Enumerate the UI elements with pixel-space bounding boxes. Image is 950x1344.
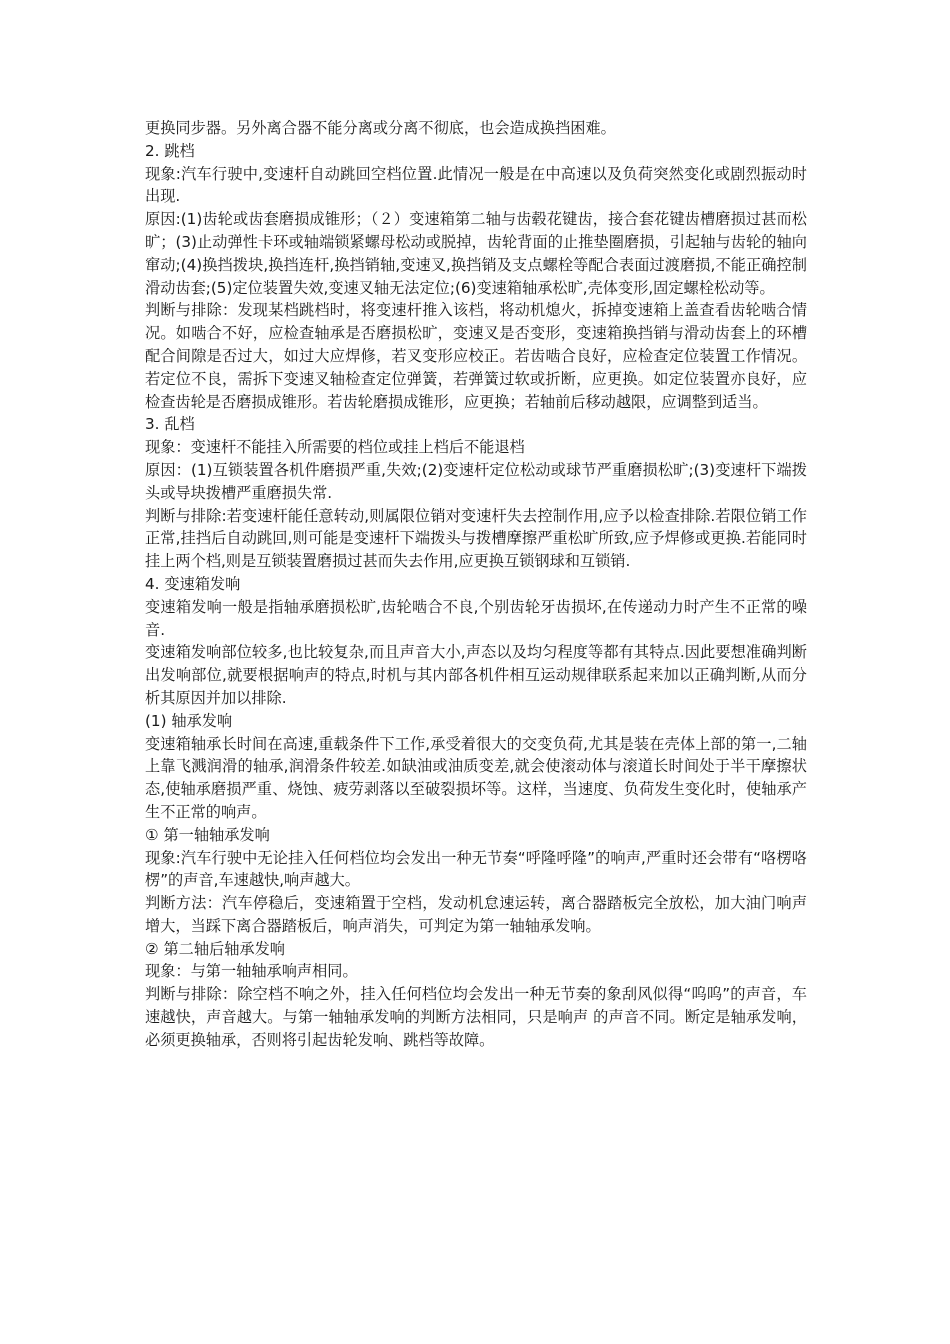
paragraph-first-shaft-method: 判断方法：汽车停稳后，变速箱置于空档，发动机怠速运转，离合器踏板完全放松，加大油门响声增大，当踩下离合器踏板后，响声消失，可判定为第一轴轴承发响。: [145, 894, 807, 935]
paragraph-random-diagnosis: 判断与排除:若变速杆能任意转动,则属限位销对变速杆失去控制作用,应予以检查排除.若限位销工作正常,挂挡后自动跳回,则可能是变速杆下端拨头与拨槽摩擦严重松旷所致,应予焊修或更换.若能同时挂上两个档,则是互锁装置磨损过甚而失去作用,应更换互锁钢球和互锁销.: [145, 506, 807, 571]
heading-jump-gear: 2. 跳档: [145, 141, 195, 160]
heading-second-shaft-bearing: ② 第二轴后轴承发响: [145, 939, 285, 958]
document-page: [145, 117, 807, 1052]
paragraph-second-shaft-symptom: 现象：与第一轴轴承响声相同。: [145, 962, 358, 981]
paragraph-second-shaft-diagnosis: 判断与排除：除空档不响之外，挂入任何档位均会发出一种无节奏的象刮风似得“呜呜”的声音，车速越快，声音越大。与第一轴轴承发响的判断方法相同，只是响声 的声音不同。断定是轴承发响，必须更换轴承，否则将引起齿轮发响、跳档等故障。: [145, 985, 807, 1049]
paragraph-noise-definition: 变速箱发响一般是指轴承磨损松旷,齿轮啮合不良,个别齿轮牙齿损坏,在传递动力时产生不正常的噪音.: [145, 597, 807, 639]
heading-bearing-noise: (1) 轴承发响: [145, 711, 233, 730]
paragraph-random-symptom: 现象：变速杆不能挂入所需要的档位或挂上档后不能退档: [145, 438, 525, 457]
paragraph-noise-overview: 变速箱发响部位较多,也比较复杂,而且声音大小,声态以及均匀程度等都有其特点.因此要想准确判断出发响部位,就要根据响声的特点,时机与其内部各机件相互运动规律联系起来加以正确判断,从而分析其原因并加以排除.: [145, 643, 807, 707]
paragraph-random-cause: 原因：(1)互锁装置各机件磨损严重,失效;(2)变速杆定位松动或球节严重磨损松旷;(3)变速杆下端拨头或导块拨槽严重磨损失常.: [145, 460, 807, 502]
paragraph-first-shaft-symptom: 现象:汽车行驶中无论挂入任何档位均会发出一种无节奏“呼隆呼隆”的响声,严重时还会带有“咯楞咯楞”的声音,车速越快,响声越大。: [145, 848, 807, 890]
paragraph-continuation: 更换同步器。另外离合器不能分离或分离不彻底，也会造成换挡困难。: [145, 119, 616, 137]
paragraph-jump-cause: 原因:(1)齿轮或齿套磨损成锥形；（２）变速箱第二轴与齿毂花键齿，接合套花键齿槽磨损过甚而松旷；(3)止动弹性卡环或轴端锁紧螺母松动或脱掉，齿轮背面的止推垫圈磨损，引起轴与齿轮的轴向窜动;(4)换挡拨块,换挡连杆,换挡销轴,变速叉,换挡销及支点螺栓等配合表面过渡磨损,不能正确控制滑动齿套;(5)定位装置失效,变速叉轴无法定位;(6)变速箱轴承松旷,壳体变形,固定螺栓松动等。: [145, 210, 807, 297]
heading-gearbox-noise: 4. 变速箱发响: [145, 574, 241, 593]
heading-random-gear: 3. 乱档: [145, 415, 195, 434]
paragraph-bearing-noise: 变速箱轴承长时间在高速,重载条件下工作,承受着很大的交变负荷,尤其是装在壳体上部的第一,二轴上靠飞溅润滑的轴承,润滑条件较差.如缺油或油质变差,就会使滚动体与滚道长时间处于半干摩擦状态,使轴承磨损严重、烧蚀、疲劳剥落以至破裂损坏等。这样，当速度、负荷发生变化时，使轴承产生不正常的响声。: [145, 734, 807, 821]
heading-first-shaft-bearing: ① 第一轴轴承发响: [145, 825, 270, 844]
paragraph-jump-symptom: 现象:汽车行驶中,变速杆自动跳回空档位置.此情况一般是在中高速以及负荷突然变化或剧烈振动时出现.: [145, 164, 807, 206]
paragraph-jump-diagnosis: 判断与排除：发现某档跳档时，将变速杆推入该档，将动机熄火，拆掉变速箱上盖查看齿轮啮合情况。如啮合不好，应检查轴承是否磨损松旷，变速叉是否变形，变速箱换挡销与滑动齿套上的环槽配合间隙是否过大，如过大应焊修，若叉变形应校正。若齿啮合良好，应检查定位装置工作情况。若定位不良，需拆下变速叉轴检查定位弹簧，若弹簧过软或折断，应更换。如定位装置亦良好，应检查齿轮是否磨损成锥形。若齿轮磨损成锥形，应更换；若轴前后移动越限，应调整到适当。: [145, 301, 807, 411]
